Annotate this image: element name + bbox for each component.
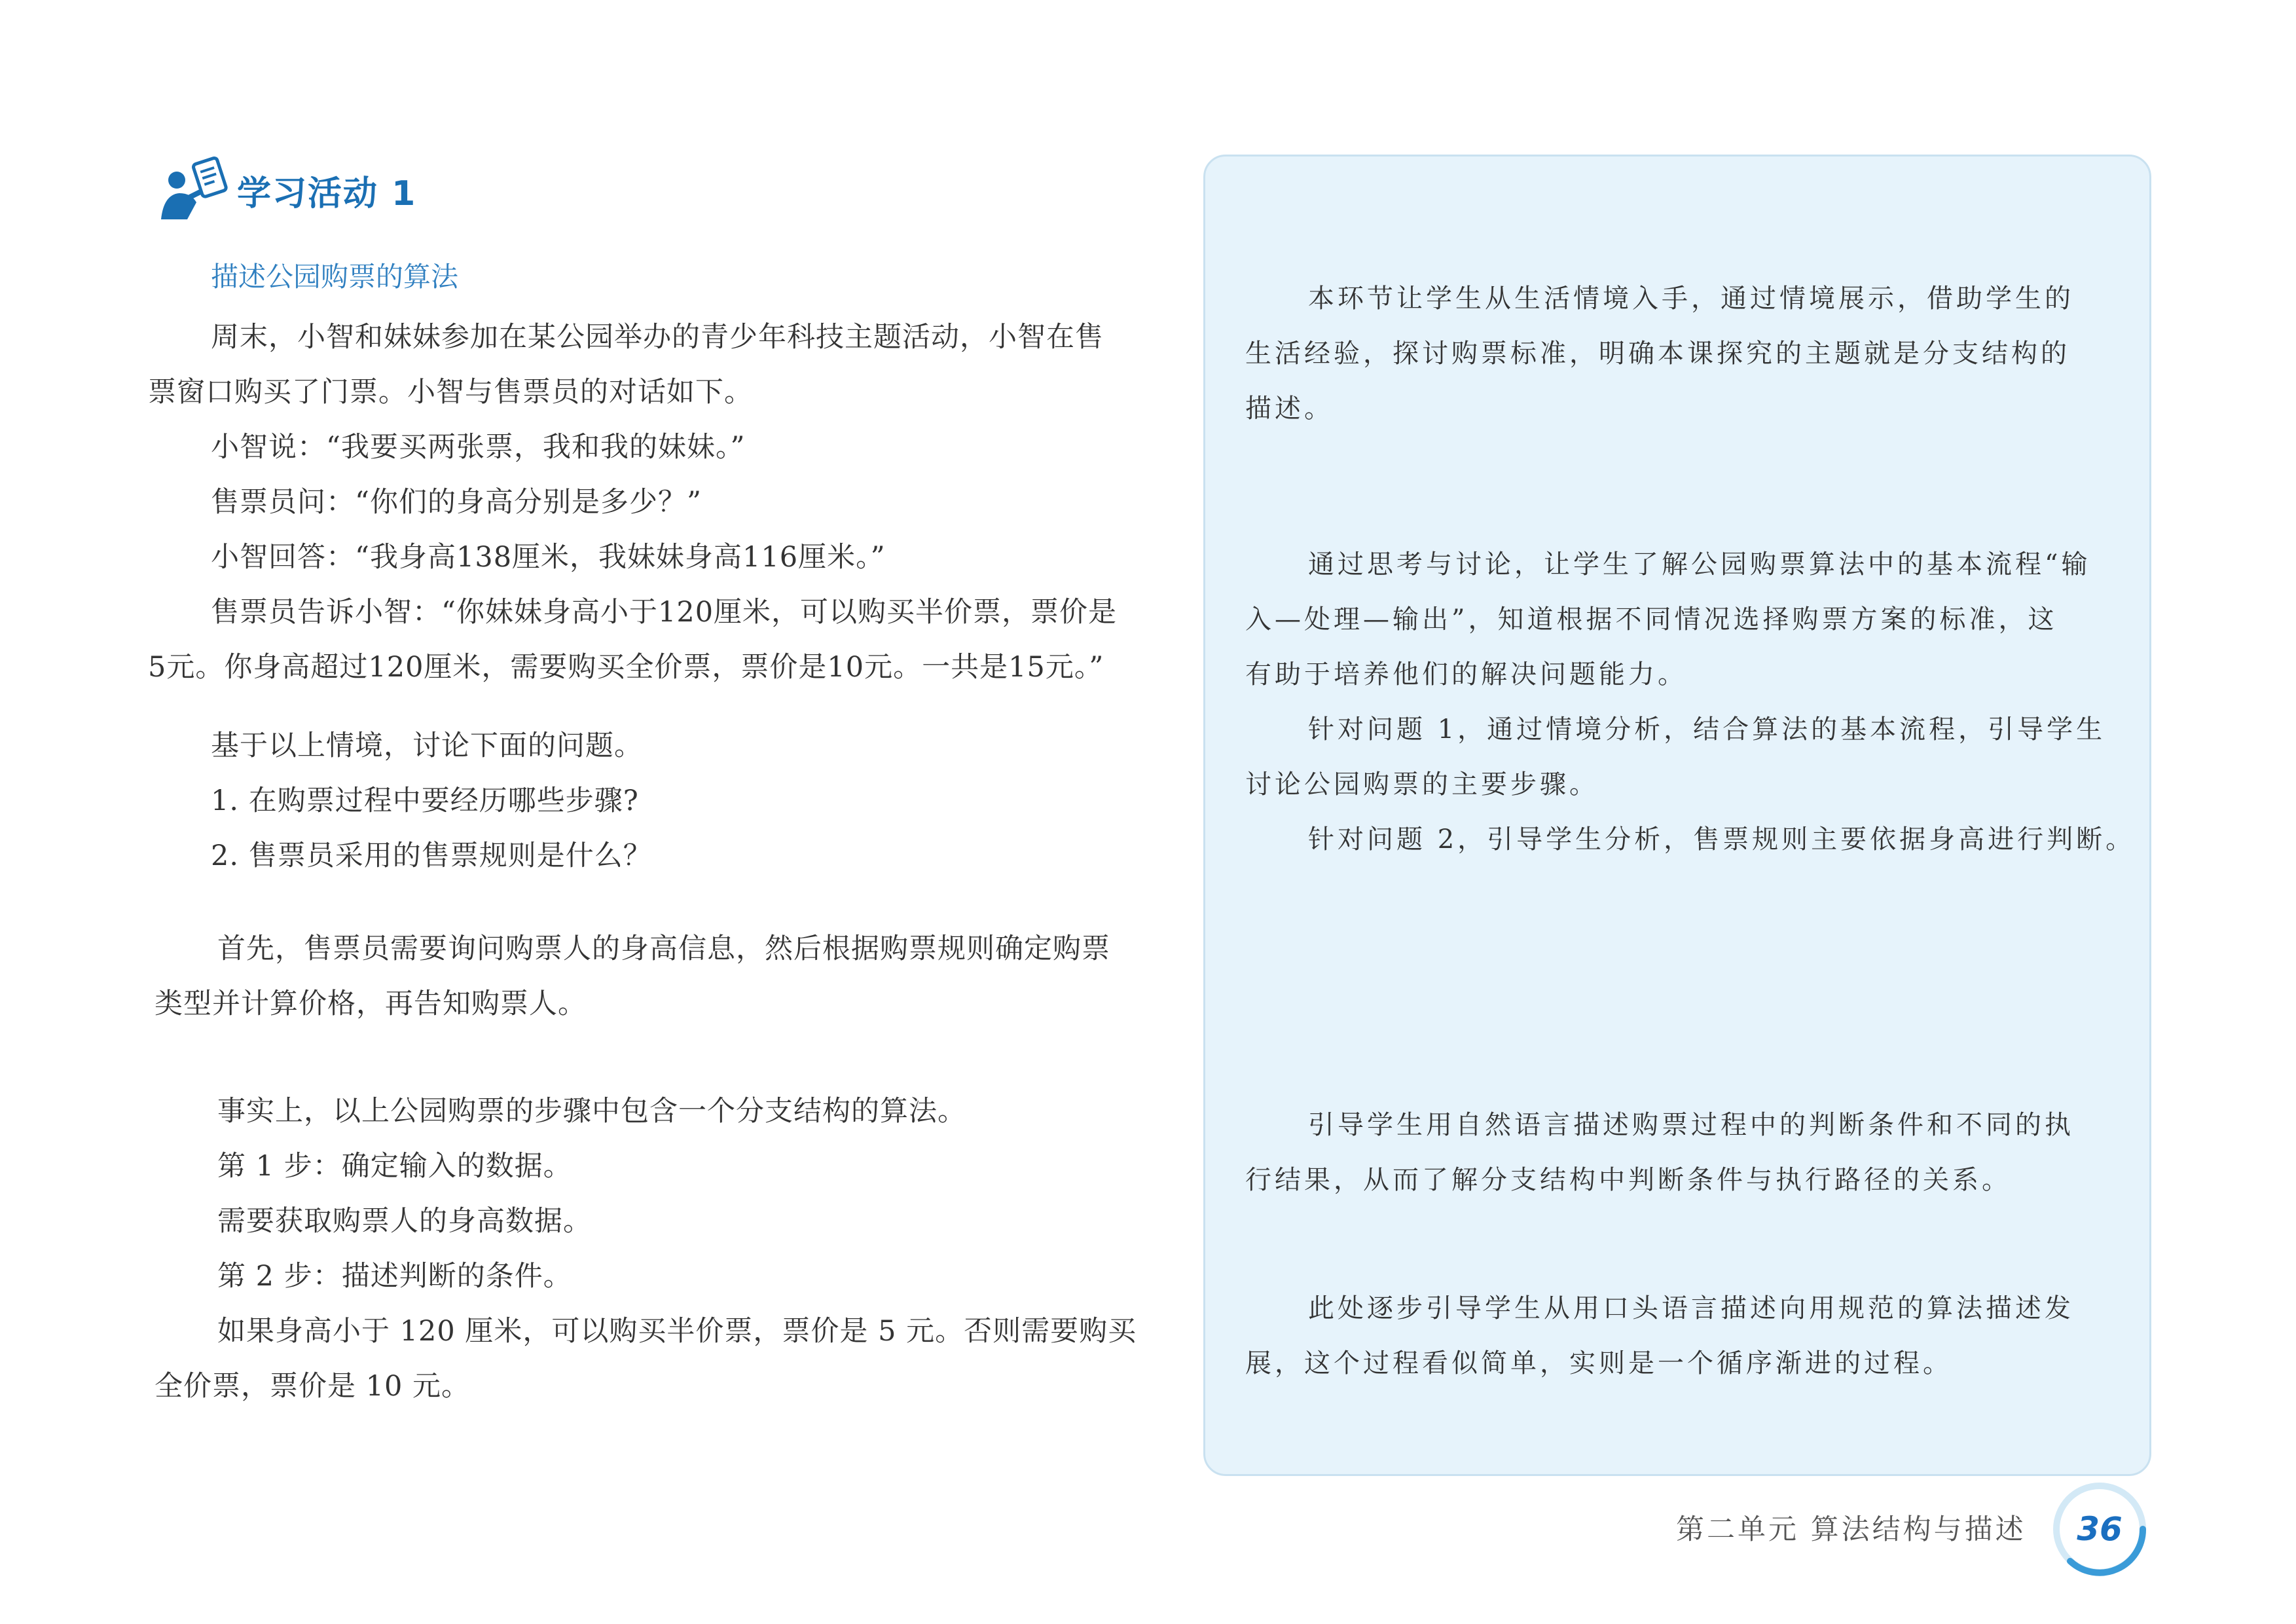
body-line: 售票员告诉小智：“你妹妹身高小于120厘米，可以购买半价票，票价是 (211, 596, 1118, 629)
body-line: 类型并计算价格，再告知购票人。 (155, 987, 587, 1020)
body-line: 如果身高小于 120 厘米，可以购买半价票，票价是 5 元。否则需要购买 (217, 1315, 1137, 1348)
body-line: 全价票，票价是 10 元。 (155, 1370, 471, 1403)
student-reading-icon (157, 154, 229, 226)
note-line: 引导学生用自然语言描述购票过程中的判断条件和不同的执 (1308, 1110, 2074, 1140)
note-line: 本环节让学生从生活情境入手，通过情境展示，借助学生的 (1308, 284, 2074, 314)
note-line: 讨论公园购票的主要步骤。 (1245, 769, 1599, 800)
body-line: 基于以上情境，讨论下面的问题。 (211, 729, 643, 762)
page-number: 36 (2077, 1510, 2123, 1548)
body-line: 第 2 步：描述判断的条件。 (217, 1260, 572, 1293)
body-line: 售票员问：“你们的身高分别是多少？” (211, 486, 702, 519)
note-line: 针对问题 2，引导学生分析，售票规则主要依据身高进行判断。 (1308, 824, 2136, 855)
activity-heading (157, 154, 416, 226)
body-line: 首先，售票员需要询问购票人的身高信息，然后根据购票规则确定购票 (217, 932, 1110, 965)
note-line: 描述。 (1245, 394, 1334, 424)
note-line: 入—处理—输出”，知道根据不同情况选择购票方案的标准，这 (1245, 604, 2058, 635)
activity-title: 学习活动 1 (237, 174, 417, 213)
note-line: 通过思考与讨论，让学生了解公园购票算法中的基本流程“输 (1308, 549, 2091, 580)
note-line: 生活经验，探讨购票标准，明确本课探究的主题就是分支结构的 (1245, 339, 2070, 369)
body-line: 事实上，以上公园购票的步骤中包含一个分支结构的算法。 (217, 1095, 966, 1128)
body-line: 需要获取购票人的身高数据。 (217, 1205, 592, 1238)
note-line: 展，这个过程看似简单，实则是一个循序渐进的过程。 (1245, 1348, 1952, 1378)
note-line: 有助于培养他们的解决问题能力。 (1245, 659, 1687, 690)
note-line: 此处逐步引导学生从用口头语言描述向用规范的算法描述发 (1308, 1293, 2074, 1323)
note-line: 针对问题 1，通过情境分析，结合算法的基本流程，引导学生 (1308, 714, 2106, 745)
footer-unit-title: 第二单元 算法结构与描述 (1676, 1513, 2026, 1546)
section-subtitle: 描述公园购票的算法 (211, 261, 459, 293)
body-line: 2. 售票员采用的售票规则是什么？ (211, 840, 652, 872)
body-line: 小智说：“我要买两张票，我和我的妹妹。” (211, 431, 746, 464)
body-line: 小智回答：“我身高138厘米，我妹妹身高116厘米。” (211, 541, 886, 574)
body-line: 周末，小智和妹妹参加在某公园举办的青少年科技主题活动，小智在售 (211, 321, 1104, 354)
body-line: 1. 在购票过程中要经历哪些步骤? (211, 784, 639, 817)
note-line: 行结果，从而了解分支结构中判断条件与执行路径的关系。 (1245, 1165, 2011, 1195)
body-line: 第 1 步：确定输入的数据。 (217, 1150, 572, 1183)
body-line: 5元。你身高超过120厘米，需要购买全价票，票价是10元。一共是15元。” (148, 651, 1104, 684)
body-line: 票窗口购买了门票。小智与售票员的对话如下。 (148, 376, 753, 409)
